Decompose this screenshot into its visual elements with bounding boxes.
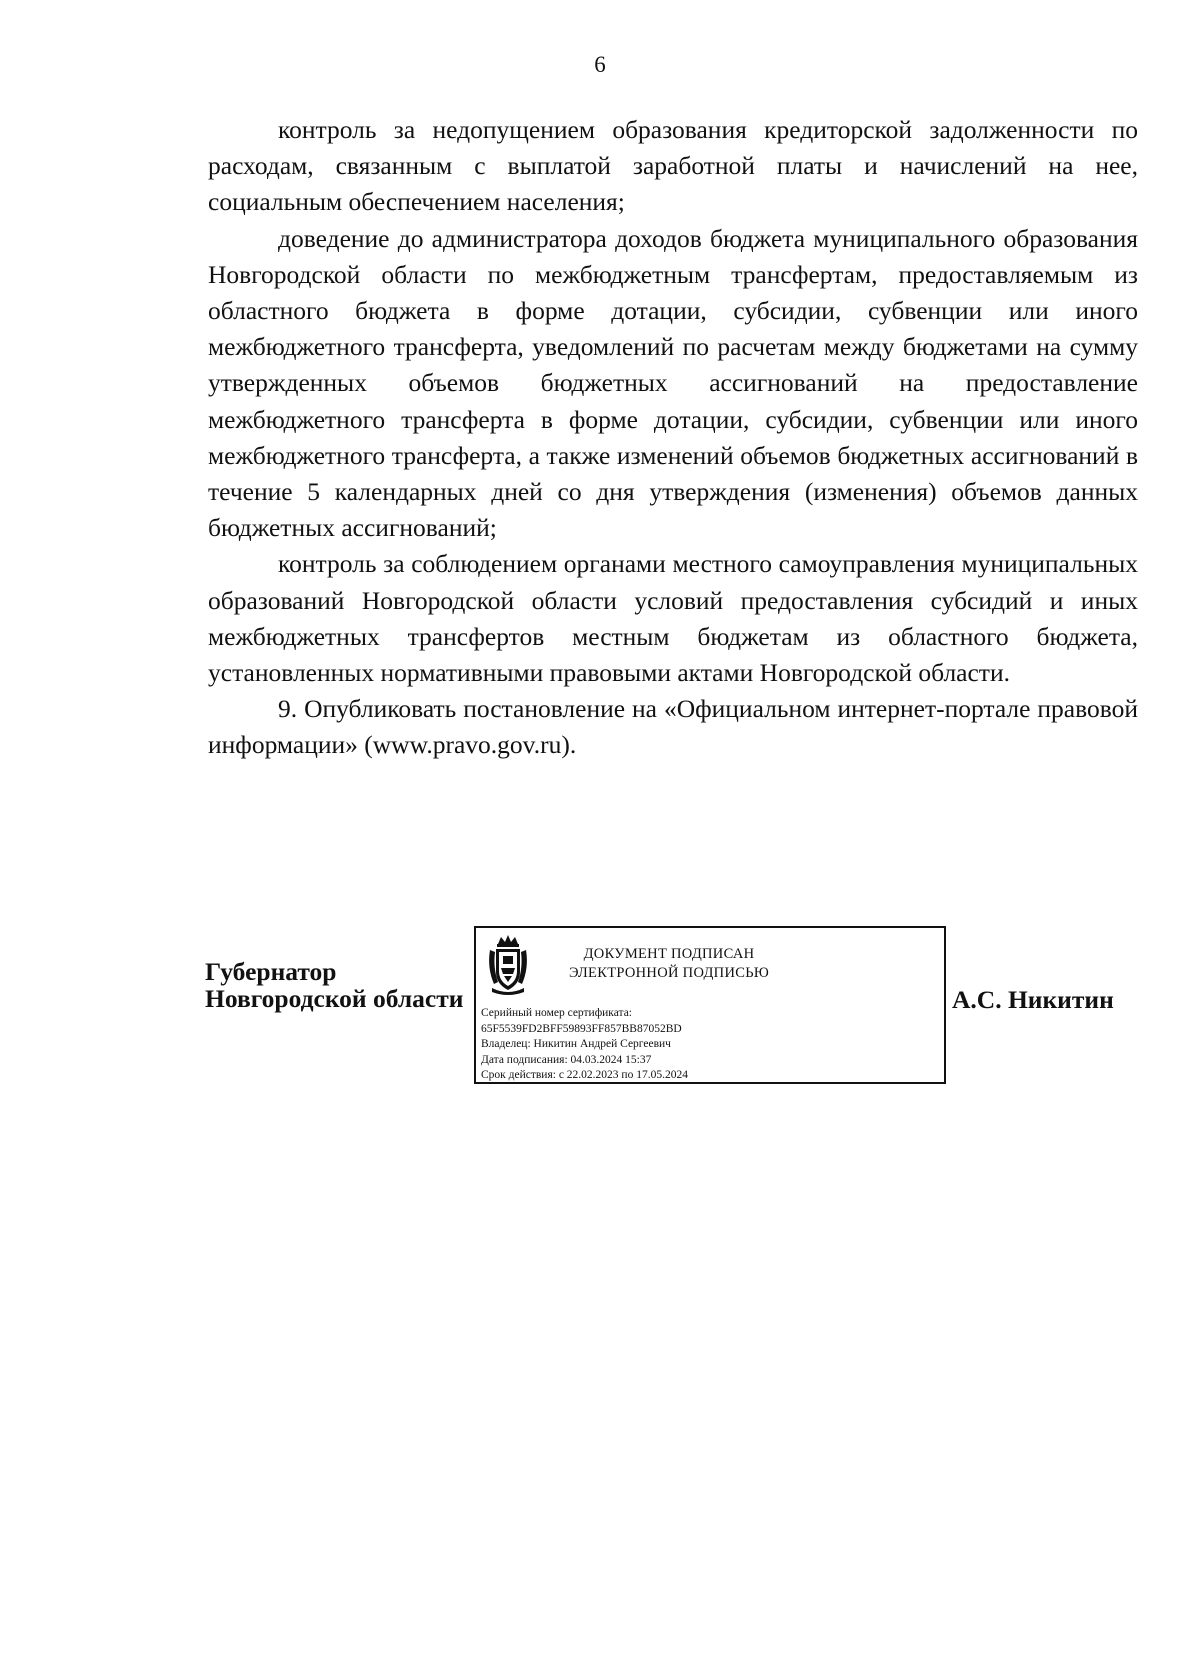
- signer-title-line2: Новгородской области: [205, 984, 464, 1013]
- document-body: [208, 112, 1138, 764]
- stamp-validity: Срок действия: с 22.02.2023 по 17.05.2024: [481, 1069, 688, 1081]
- stamp-serial-value: 65F5539FD2BFF59893FF857BB87052BD: [481, 1022, 682, 1035]
- signer-name: А.С. Никитин: [952, 985, 1114, 1014]
- stamp-owner: Владелец: Никитин Андрей Сергеевич: [481, 1038, 671, 1050]
- coat-of-arms-icon: [486, 934, 530, 996]
- stamp-serial-label: Серийный номер сертификата:: [481, 1007, 632, 1019]
- signer-title-line1: Губернатор: [205, 957, 337, 986]
- electronic-signature-stamp: [474, 926, 946, 1084]
- stamp-signed-date: Дата подписания: 04.03.2024 15:37: [481, 1053, 652, 1066]
- paragraph-3: контроль за соблюдением органами местного самоуправления муниципальных образований Новгородской области условий предоставления субсидий и иных межбюджетных трансфертов местным бюджетам из областного бюджета, установленных нормативными правовыми актами Новгородской области.: [208, 549, 1138, 688]
- paragraph-1: контроль за недопущением образования кредиторской задолженности по расходам, связанным с выплатой заработной платы и начислений на нее, социальным обеспечением населения;: [208, 115, 1138, 217]
- stamp-header-line2: ЭЛЕКТРОННОЙ ПОДПИСЬЮ: [568, 965, 770, 981]
- page-number: 6: [594, 52, 606, 77]
- signer-title: [205, 958, 463, 1012]
- stamp-header: [554, 945, 784, 983]
- stamp-header-line1: ДОКУМЕНТ ПОДПИСАН: [583, 946, 755, 962]
- stamp-details: [481, 1006, 688, 1084]
- paragraph-4: 9. Опубликовать постановление на «Официальном интернет-портале правовой информации» (www.pravo.gov.ru).: [208, 694, 1138, 760]
- paragraph-2: доведение до администратора доходов бюджета муниципального образования Новгородской области по межбюджетным трансфертам, предоставляемым из областного бюджета в форме дотации, субсидии, субвенции или иного межбюджетного трансферта, уведомлений по расчетам между бюджетами на сумму утвержденных объемов бюджетных ассигнований на предоставление межбюджетного трансферта в форме дотации, субсидии, субвенции или иного межбюджетного трансферта, а также изменений объемов бюджетных ассигнований в течение 5 календарных дней со дня утверждения (изменения) объемов данных бюджетных ассигнований;: [208, 223, 1138, 543]
